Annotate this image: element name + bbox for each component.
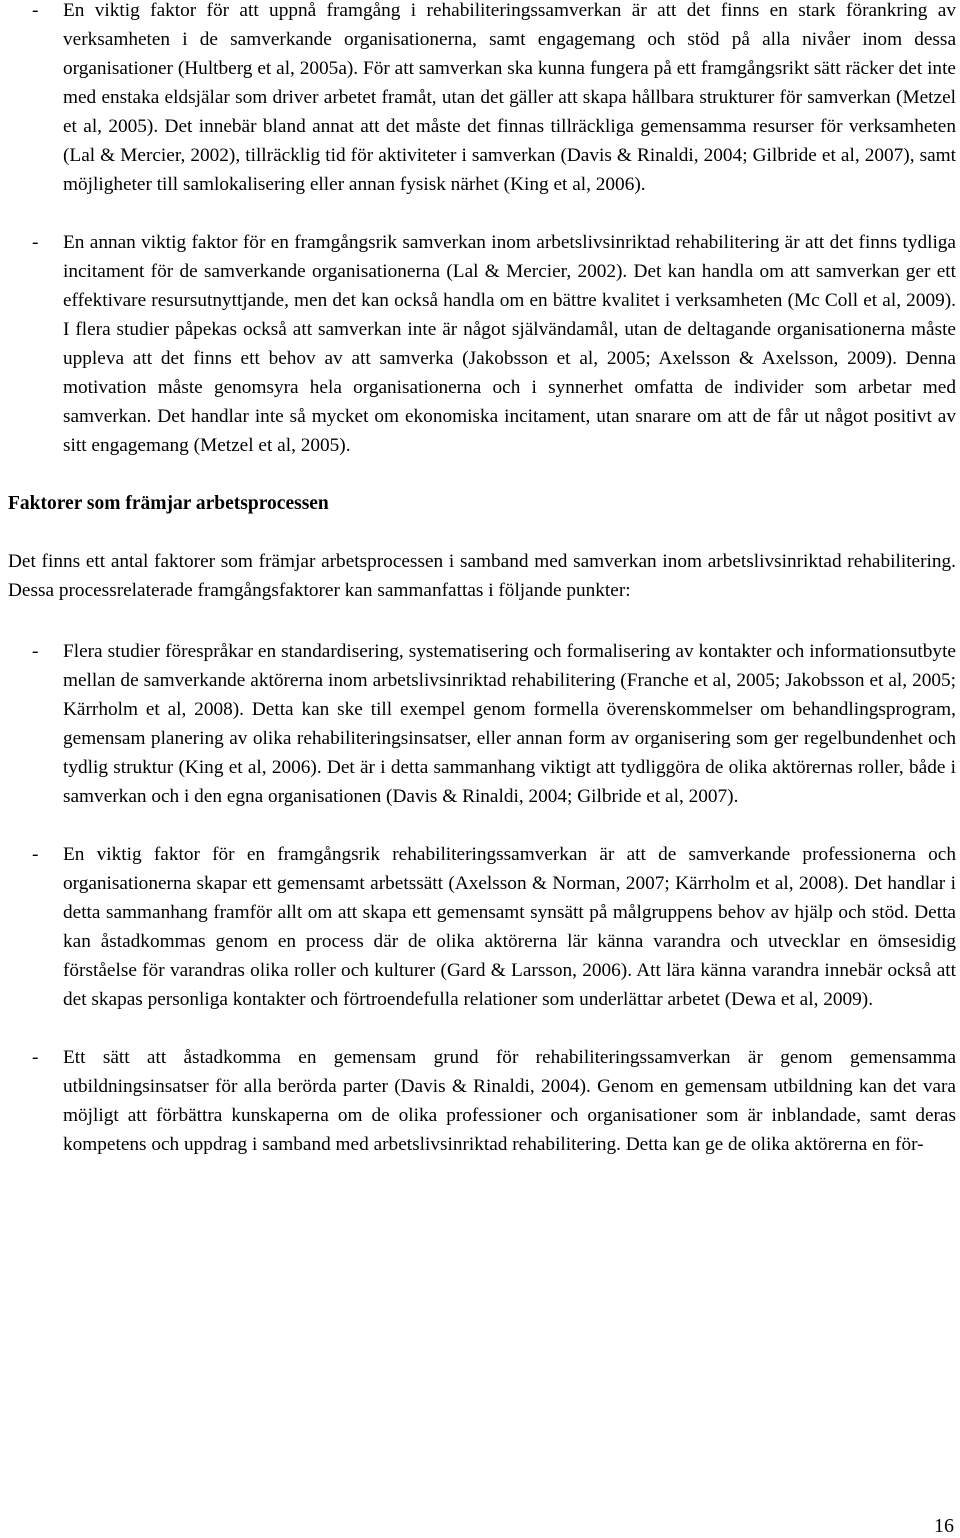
bullet-dash: - [32, 641, 39, 662]
bullet-text: En viktig faktor för att uppnå framgång i rehabiliteringssamverkan är att det finns en stark förankring av verksamheten i de samverkande organisationerna, samt engagemang och stöd på alla nivåer inom dessa organisationer (Hultberg et al, 2005a). För att samverkan ska kunna fungera på ett framgångsrikt sätt räcker det inte med enstaka eldsjälar som driver arbetet framåt, utan det gäller att skapa hållbara strukturer för samverkan (Metzel et al, 2005). Det innebär bland annat att det måste det finnas tillräckliga gemensamma resurser för verksamheten (Lal & Mercier, 2002), tillräcklig tid för aktiviteter i samverkan (Davis & Rinaldi, 2004; Gilbride et al, 2007), samt möjligheter till samlokalisering eller annan fysisk närhet (King et al, 2006). [63, 0, 956, 195]
list-item [8, 228, 956, 460]
bullet-text: Flera studier förespråkar en standardisering, systematisering och formalisering av kontakter och informationsutbyte mellan de samverkande aktörerna inom arbetslivsinriktad rehabilitering (Franche et al, 2005; Jakobsson et al, 2005; Kärrholm et al, 2008). Detta kan ske till exempel genom formella överenskommelser om behandlingsprogram, gemensam planering av olika rehabiliteringsinsatser, eller annan form av organisering som ger regelbundenhet och tydlig struktur (King et al, 2006). Det är i detta sammanhang viktigt att tydliggöra de olika aktörernas roller, både i samverkan och i den egna organisationen (Davis & Rinaldi, 2004; Gilbride et al, 2007). [63, 641, 956, 807]
bullet-dash: - [32, 844, 39, 865]
page-number: 16 [934, 1515, 954, 1537]
list-item [8, 1043, 956, 1159]
bullet-text: En annan viktig faktor för en framgångsrik samverkan inom arbetslivsinriktad rehabilitering är att det finns tydliga incitament för de samverkande organisationerna (Lal & Mercier, 2002). Det kan handla om att samverkan ger ett effektivare resursutnyttjande, men det kan också handla om en bättre kvalitet i verksamheten (Mc Coll et al, 2009). I flera studier påpekas också att samverkan inte är något självändamål, utan de deltagande organisationerna måste uppleva att det finns ett behov av att samverka (Jakobsson et al, 2005; Axelsson & Axelsson, 2009). Denna motivation måste genomsyra hela organisationerna och i synnerhet omfatta de individer som arbetar med samverkan. Det handlar inte så mycket om ekonomiska incitament, utan snarare om att de får ut något positivt av sitt engagemang (Metzel et al, 2005). [63, 232, 956, 456]
bullet-text: En viktig faktor för en framgångsrik rehabiliteringssamverkan är att de samverkande professionerna och organisationerna skapar ett gemensamt arbetssätt (Axelsson & Norman, 2007; Kärrholm et al, 2008). Det handlar i detta sammanhang framför allt om att skapa ett gemensamt synsätt på målgruppens behov av hjälp och stöd. Detta kan åstadkommas genom en process där de olika aktörerna lär känna varandra och utvecklar en ömsesidig förståelse för varandras olika roller och kulturer (Gard & Larsson, 2006). Att lära känna varandra innebär också att det skapas personliga kontakter och förtroendefulla relationer som underlättar arbetet (Dewa et al, 2009). [63, 844, 956, 1010]
list-item [8, 637, 956, 811]
document-page [8, 0, 956, 1159]
intro-paragraph: Det finns ett antal faktorer som främjar arbetsprocessen i samband med samverkan inom arbetslivsinriktad rehabilitering. Dessa processrelaterade framgångsfaktorer kan sammanfattas i följande punkter: [8, 551, 956, 601]
bullet-dash: - [32, 232, 39, 253]
bullet-dash: - [32, 0, 39, 21]
list-item [8, 840, 956, 1014]
section-heading: Faktorer som främjar arbetsprocessen [8, 493, 329, 514]
bullet-text: Ett sätt att åstadkomma en gemensam grund för rehabiliteringssamverkan är genom gemensamma utbildningsinsatser för alla berörda parter (Davis & Rinaldi, 2004). Genom en gemensam utbildning kan det vara möjligt att förbättra kunskaperna om de olika professioner och organisationer som är inblandade, samt deras kompetens och uppdrag i samband med arbetslivsinriktad rehabilitering. Detta kan ge de olika aktörerna en för- [63, 1047, 956, 1155]
list-item [8, 0, 956, 199]
bullet-dash: - [32, 1047, 39, 1068]
